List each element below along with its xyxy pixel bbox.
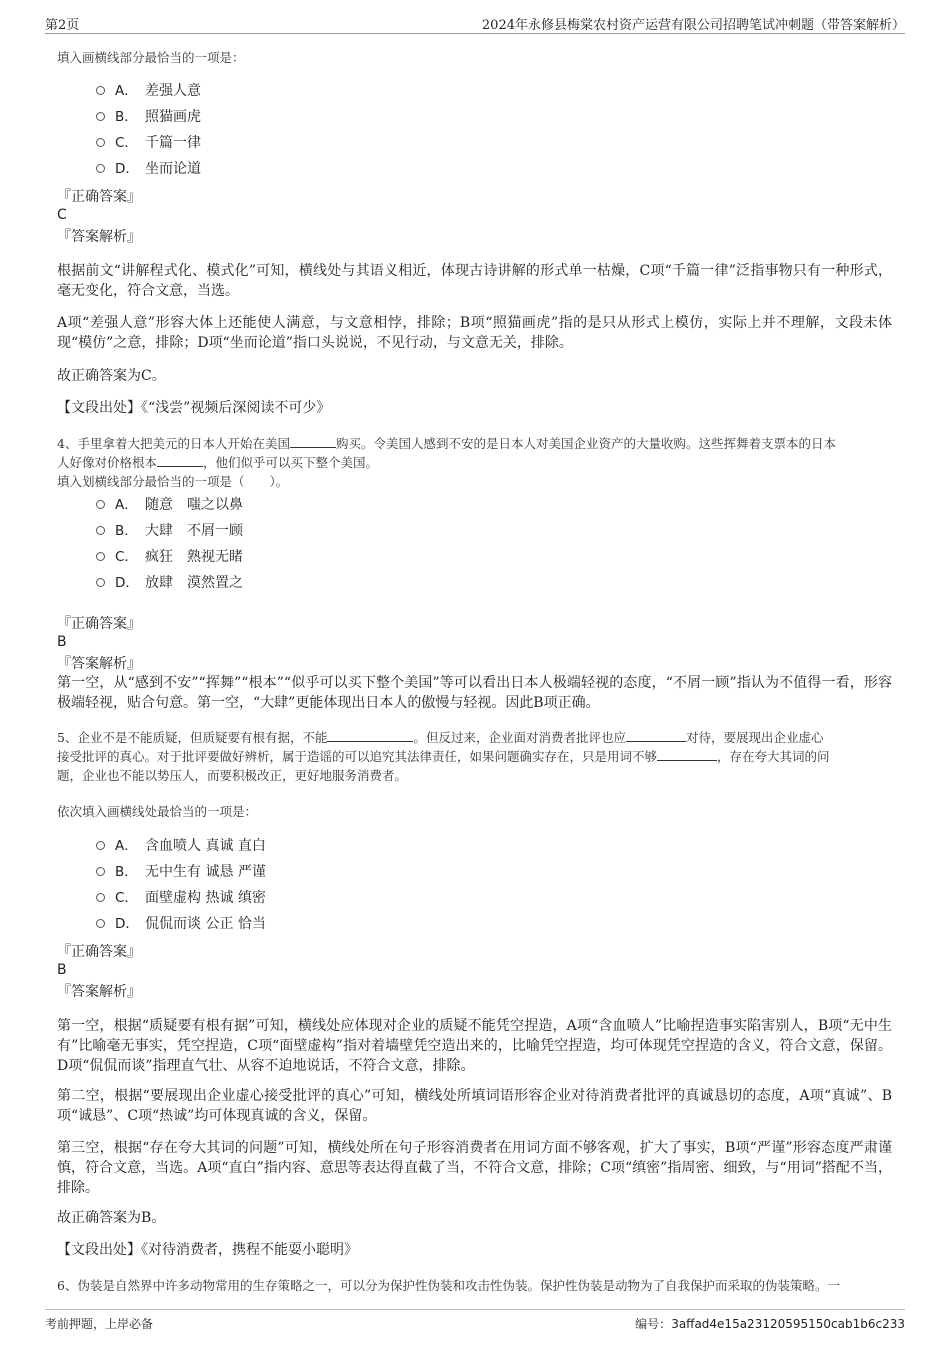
q3-option-c[interactable]: C． 千篇一律 bbox=[96, 132, 201, 154]
q5-analysis-2: 第二空，根据“要展现出企业虚心接受批评的真心”可知，横线处所填词语形容企业对待消费者批评的真诚恳切的态度，A项“真诚”、B项“诚恳”、C项“热诚”均可体现真诚的含义，保留。 bbox=[57, 1088, 892, 1124]
q5-prompt: 依次填入画横线处最恰当的一项是： bbox=[57, 804, 258, 819]
q5-analysis-3: 第三空，根据“存在夸大其词的问题”可知，横线处所在句子形容消费者在用词方面不够客观，扩大了事实，B项“严谨”形容态度严肃谨慎，符合文意，当选。A项“直白”指内容、意思等表达得直截了当，不符合文意，排除；C项“缜密”指周密、细致，与“用词”搭配不当，排除。 bbox=[57, 1140, 892, 1196]
q3-answer-title: 『正确答案』 bbox=[57, 189, 141, 205]
q4-answer-title: 『正确答案』 bbox=[57, 616, 141, 632]
radio-icon[interactable] bbox=[96, 867, 105, 876]
q4-option-a[interactable]: A． 随意 嗤之以鼻 bbox=[96, 494, 243, 516]
radio-icon[interactable] bbox=[96, 578, 105, 587]
blank-2 bbox=[157, 455, 203, 467]
page-footer bbox=[45, 1309, 905, 1331]
radio-icon[interactable] bbox=[96, 500, 105, 509]
q4-option-b[interactable]: B． 大肆 不屑一顾 bbox=[96, 520, 243, 542]
footer-code: 编号：3affad4e15a23120595150cab1b6c233 bbox=[635, 1317, 905, 1331]
blank-1 bbox=[290, 436, 336, 448]
q5-option-b[interactable]: B． 无中生有 诚恳 严谨 bbox=[96, 861, 266, 883]
q5-analysis-title: 『答案解析』 bbox=[57, 984, 141, 1000]
radio-icon[interactable] bbox=[96, 112, 105, 121]
q4-option-d[interactable]: D． 放肆 漠然置之 bbox=[96, 572, 243, 594]
radio-icon[interactable] bbox=[96, 526, 105, 535]
q5-option-d[interactable]: D． 侃侃而谈 公正 恰当 bbox=[96, 913, 266, 935]
q5-analysis-1: 第一空，根据“质疑要有根有据”可知，横线处应体现对企业的质疑不能凭空捏造，A项“含血喷人”比喻捏造事实陷害别人，B项“无中生有”比喻毫无事实，凭空捏造，C项“面壁虚构”指对着墙壁凭空造出来的，比喻凭空捏造，均可体现凭空捏造的含义，符合文意，保留。D项“侃侃而谈”指理直气壮、从容不迫地说话，不符合文意，排除。 bbox=[57, 1018, 892, 1074]
radio-icon[interactable] bbox=[96, 841, 105, 850]
q5-analysis-4: 故正确答案为B。 bbox=[57, 1210, 166, 1226]
q5-answer-title: 『正确答案』 bbox=[57, 944, 141, 960]
radio-icon[interactable] bbox=[96, 164, 105, 173]
q3-option-d[interactable]: D． 坐而论道 bbox=[96, 158, 201, 180]
q3-answer: C bbox=[57, 207, 67, 223]
radio-icon[interactable] bbox=[96, 893, 105, 902]
q4-analysis-title: 『答案解析』 bbox=[57, 656, 141, 672]
q4-option-c[interactable]: C． 疯狂 熟视无睹 bbox=[96, 546, 243, 568]
q3-option-b[interactable]: B． 照猫画虎 bbox=[96, 106, 201, 128]
page-header bbox=[45, 12, 905, 34]
q4-analysis: 第一空，从“感到不安”“挥舞”“根本”“似乎可以买下整个美国”等可以看出日本人极端轻视的态度，“不屑一顾”指认为不值得一看，形容极端轻视，贴合句意。第一空，“大肆”更能体现出日本人的傲慢与轻视。因此B项正确。 bbox=[57, 675, 892, 711]
q3-analysis-1: 根据前文“讲解程式化、模式化”可知，横线处与其语义相近，体现古诗讲解的形式单一枯燥，C项“千篇一律”泛指事物只有一种形式，毫无变化，符合文意，当选。 bbox=[57, 263, 892, 299]
radio-icon[interactable] bbox=[96, 86, 105, 95]
q3-source: 【文段出处】《“浅尝”视频后深阅读不可少》 bbox=[57, 400, 331, 416]
q3-option-a[interactable]: A． 差强人意 bbox=[96, 80, 201, 102]
q5-stem: 5、企业不是不能质疑，但质疑要有根有据，不能 。但反过来，企业面对消费者批评也应 对待，要展现出企业虚心 接受批评的真心。对于批评要做好辨析，属于造谣的可以追究其法律责任，如果问题确实存在，只是用词不够 ，存在夸大其词的问 题，企业也不能以势压人，而要积极改正，更好地服务消费者。 bbox=[57, 730, 830, 783]
q3-analysis-3: 故正确答案为C。 bbox=[57, 368, 166, 384]
footer-slogan: 考前押题，上岸必备 bbox=[45, 1317, 154, 1331]
page-number: 第2页 bbox=[45, 18, 80, 33]
document-title: 2024年永修县梅棠农村资产运营有限公司招聘笔试冲刺题（带答案解析） bbox=[481, 18, 905, 33]
radio-icon[interactable] bbox=[96, 138, 105, 147]
q3-analysis-2: A项“差强人意”形容大体上还能使人满意，与文意相悖，排除；B项“照猫画虎”指的是只从形式上模仿，实际上并不理解，文段未体现“模仿”之意，排除；D项“坐而论道”指口头说说，不见行动，与文意无关，排除。 bbox=[57, 315, 892, 351]
q5-answer: B bbox=[57, 962, 67, 978]
q3-prompt: 填入画横线部分最恰当的一项是： bbox=[57, 50, 245, 65]
q6-stem: 6、伪装是自然界中许多动物常用的生存策略之一，可以分为保护性伪装和攻击性伪装。保护性伪装是动物为了自我保护而采取的伪装策略。一 bbox=[57, 1278, 840, 1293]
q5-option-a[interactable]: A． 含血喷人 真诚 直白 bbox=[96, 835, 266, 857]
radio-icon[interactable] bbox=[96, 919, 105, 928]
blank-3 bbox=[657, 749, 717, 761]
q4-stem: 4、手里拿着大把美元的日本人开始在美国 购买。令美国人感到不安的是日本人对美国企业资产的大量收购。这些挥舞着支票本的日本 人好像对价格根本 ，他们似乎可以买下整个美国。 填入划横线部分最恰当的一项是（ ）。 bbox=[57, 436, 836, 489]
q5-option-c[interactable]: C． 面壁虚构 热诚 缜密 bbox=[96, 887, 266, 909]
q3-analysis-title: 『答案解析』 bbox=[57, 229, 141, 245]
q4-answer: B bbox=[57, 634, 67, 650]
q5-source: 【文段出处】《对待消费者，携程不能耍小聪明》 bbox=[57, 1242, 358, 1258]
blank-2 bbox=[626, 730, 686, 742]
radio-icon[interactable] bbox=[96, 552, 105, 561]
blank-1 bbox=[327, 730, 413, 742]
